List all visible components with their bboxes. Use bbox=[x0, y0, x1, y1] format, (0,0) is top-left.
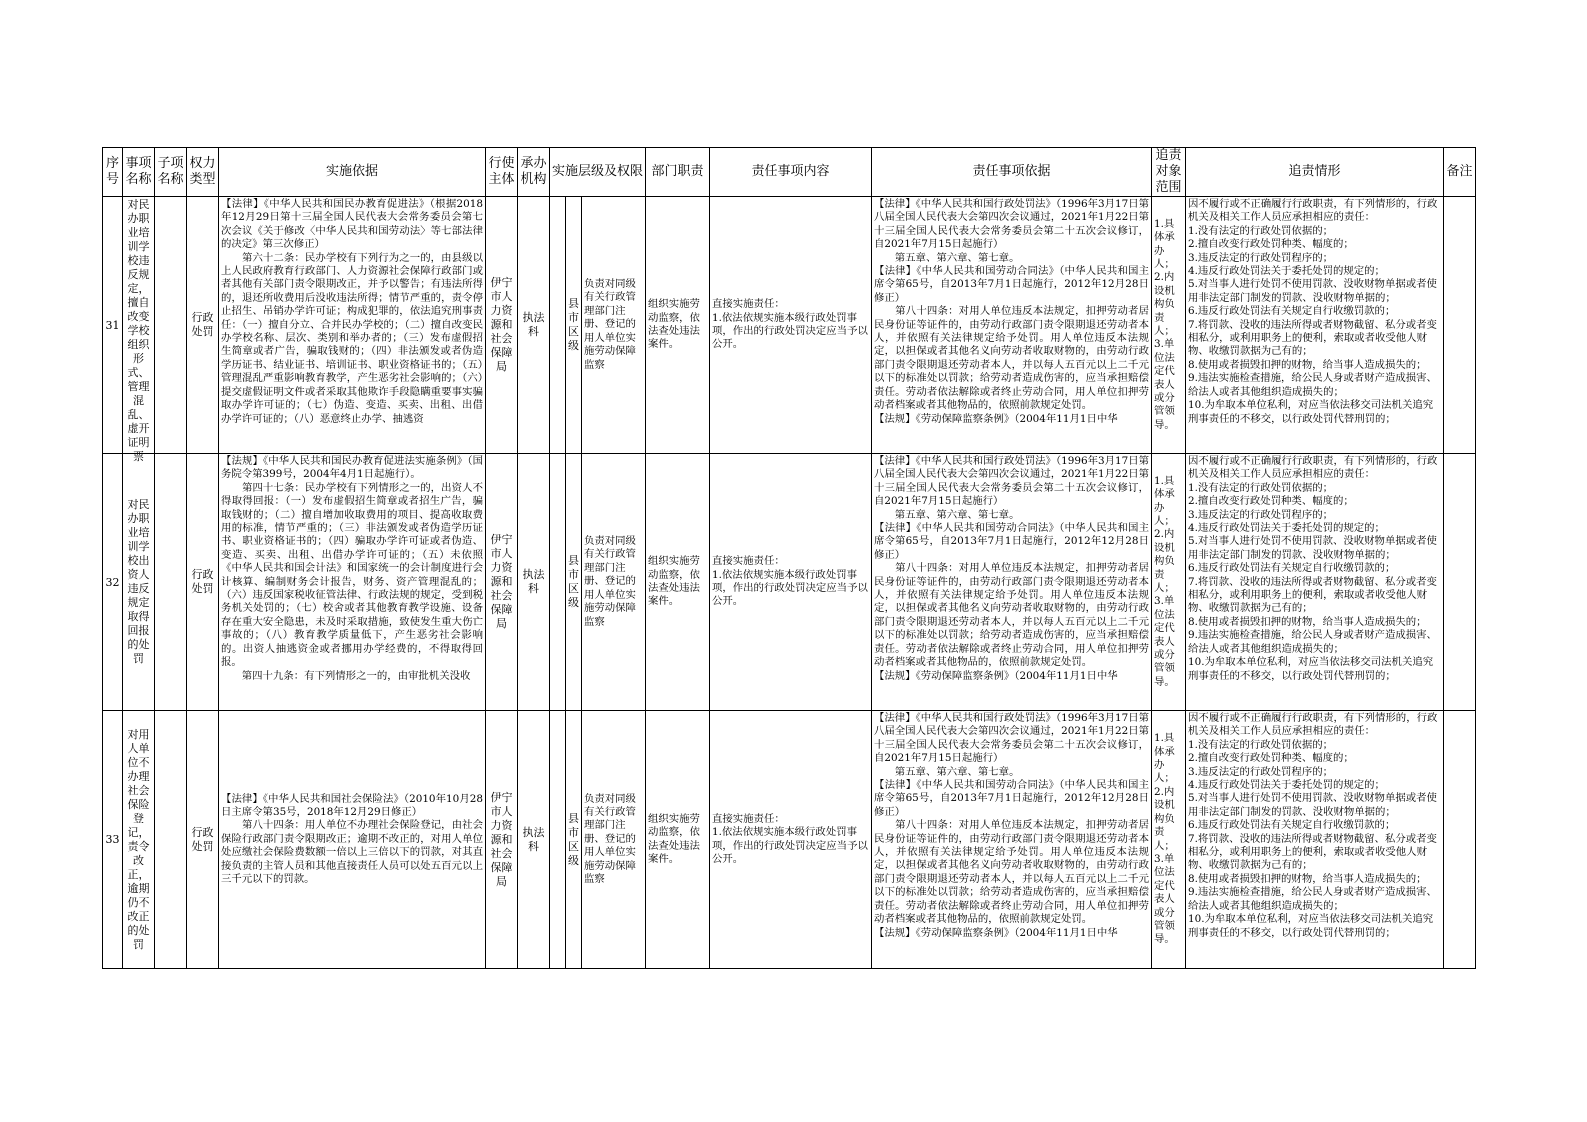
cell-scope: 1.具体承办人； 2.内设机构负责人； 3.单位法定代表人或分管领导。 bbox=[1152, 454, 1186, 711]
header-level: 实施层级及权限 bbox=[550, 148, 646, 197]
cell-duty: 组织实施劳动监察，依法查处违法案件。 bbox=[646, 454, 710, 711]
cell-seq: 33 bbox=[103, 711, 123, 969]
table-row bbox=[103, 454, 1476, 711]
cell-subject: 伊宁市人力资源和社会保障局 bbox=[486, 454, 518, 711]
cell-duty: 组织实施劳动监察，依法查处违法案件。 bbox=[646, 197, 710, 454]
cell-level-a bbox=[550, 197, 566, 454]
cell-level-b: 县市区级 bbox=[566, 711, 582, 969]
cell-resp-basis: 【法律】《中华人民共和国行政处罚法》（1996年3月17日第八届全国人民代表大会第四次会议通过，2021年1月22日第十三届全国人民代表大会常务委员会第二十五次会议修订，自2021年7月15日起施行） 第五章、第六章、第七章。 【法律】《中华人民共和国劳动合同法》（中华人民共和国主席令第65号，自2013年7月1日起施行，2012年12月28日修正） 第八十四条：对用人单位违反本法规定，扣押劳动者居民身份证等证件的，由劳动行政部门责令限期退还劳动者本人，并依照有关法律规定给予处罚。用人单位违反本法规定，以担保或者其他名义向劳动者收取财物的，由劳动行政部门责令限期退还劳动者本人，并以每人五百元以上二千元以下的标准处以罚款；给劳动者造成伤害的，应当承担赔偿责任。劳动者依法解除或者终止劳动合同，用人单位扣押劳动者档案或者其他物品的，依照前款规定处罚。 【法规】《劳动保障监察条例》（2004年11月1日中华 bbox=[872, 197, 1152, 454]
cell-item: 对用人单位不办理社会保险登记，责令改正，逾期仍不改正的处罚 bbox=[123, 711, 155, 969]
cell-accountability: 因不履行或不正确履行行政职责，有下列情形的，行政机关及相关工作人员应承担相应的责任： 1.没有法定的行政处罚依据的； 2.擅自改变行政处罚种类、幅度的； 3.违反法定的行政处罚程序的； 4.违反行政处罚法关于委托处罚的规定的； 5.对当事人进行处罚不使用罚款、没收财物单据或者使用非法定部门制发的罚款、没收财物单据的； 6.违反行政处罚法有关规定自行收缴罚款的； 7.将罚款、没收的违法所得或者财物截留、私分或者变相私分，或利用职务上的便利，索取或者收受他人财物、收缴罚款据为己有的； 8.使用或者损毁扣押的财物，给当事人造成损失的； 9.违法实施检查措施，给公民人身或者财产造成损害、给法人或者其他组织造成损失的； 10.为牟取本单位私利，对应当依法移交司法机关追究刑事责任的不移交，以行政处罚代替刑罚的； bbox=[1186, 711, 1444, 969]
header-accountability: 追责情形 bbox=[1186, 148, 1444, 197]
cell-accountability: 因不履行或不正确履行行政职责，有下列情形的，行政机关及相关工作人员应承担相应的责任： 1.没有法定的行政处罚依据的； 2.擅自改变行政处罚种类、幅度的； 3.违反法定的行政处罚程序的； 4.违反行政处罚法关于委托处罚的规定的； 5.对当事人进行处罚不使用罚款、没收财物单据或者使用非法定部门制发的罚款、没收财物单据的； 6.违反行政处罚法有关规定自行收缴罚款的； 7.将罚款、没收的违法所得或者财物截留、私分或者变相私分，或利用职务上的便利，索取或者收受他人财物、收缴罚款据为己有的； 8.使用或者损毁扣押的财物，给当事人造成损失的； 9.违法实施检查措施，给公民人身或者财产造成损害、给法人或者其他组织造成损失的； 10.为牟取本单位私利，对应当依法移交司法机关追究刑事责任的不移交，以行政处罚代替刑罚的； bbox=[1186, 197, 1444, 454]
cell-remark bbox=[1444, 711, 1476, 969]
header-scope: 追责对象范围 bbox=[1152, 148, 1186, 197]
header-power: 权力类型 bbox=[187, 148, 219, 197]
cell-agency: 执法科 bbox=[518, 454, 550, 711]
cell-subject: 伊宁市人力资源和社会保障局 bbox=[486, 197, 518, 454]
header-resp: 责任事项内容 bbox=[710, 148, 872, 197]
header-subitem: 子项名称 bbox=[155, 148, 187, 197]
cell-resp: 直接实施责任： 1.依法依规实施本级行政处罚事项，作出的行政处罚决定应当予以公开。 bbox=[710, 711, 872, 969]
cell-power: 行政处罚 bbox=[187, 711, 219, 969]
power-list-table bbox=[102, 147, 1476, 969]
cell-resp-basis: 【法律】《中华人民共和国行政处罚法》（1996年3月17日第八届全国人民代表大会第四次会议通过，2021年1月22日第十三届全国人民代表大会常务委员会第二十五次会议修订，自2021年7月15日起施行） 第五章、第六章、第七章。 【法律】《中华人民共和国劳动合同法》（中华人民共和国主席令第65号，自2013年7月1日起施行，2012年12月28日修正） 第八十四条：对用人单位违反本法规定，扣押劳动者居民身份证等证件的，由劳动行政部门责令限期退还劳动者本人，并依照有关法律规定给予处罚。用人单位违反本法规定，以担保或者其他名义向劳动者收取财物的，由劳动行政部门责令限期退还劳动者本人，并以每人五百元以上二千元以下的标准处以罚款；给劳动者造成伤害的，应当承担赔偿责任。劳动者依法解除或者终止劳动合同，用人单位扣押劳动者档案或者其他物品的，依照前款规定处罚。 【法规】《劳动保障监察条例》（2004年11月1日中华 bbox=[872, 454, 1152, 711]
cell-scope: 1.具体承办人； 2.内设机构负责人； 3.单位法定代表人或分管领导。 bbox=[1152, 197, 1186, 454]
cell-agency: 执法科 bbox=[518, 197, 550, 454]
table-row bbox=[103, 197, 1476, 454]
cell-item: 对民办职业培训学校出资人违反规定取得回报的处罚 bbox=[123, 454, 155, 711]
cell-duty: 组织实施劳动监察，依法查处违法案件。 bbox=[646, 711, 710, 969]
cell-level-c: 负责对同级有关行政管理部门注册、登记的用人单位实施劳动保障监察 bbox=[582, 454, 646, 711]
cell-basis: 【法规】《中华人民共和国民办教育促进法实施条例》（国务院令第399号，2004年4月1日起施行）。 第四十七条：民办学校有下列情形之一的，出资人不得取得回报：（一）发布虚假招生简章或者招生广告，骗取钱财的；（二）擅自增加收取费用的项目、提高收取费用的标准，情节严重的；（三）非法颁发或者伪造学历证书、职业资格证书的；（四）骗取办学许可证或者伪造、变造、买卖、出租、出借办学许可证的；（五）未依照《中华人民共和国会计法》和国家统一的会计制度进行会计核算、编制财务会计报告，财务、资产管理混乱的；（六）违反国家税收征管法律、行政法规的规定，受到税务机关处罚的；（七）校舍或者其他教育教学设施、设备存在重大安全隐患，未及时采取措施，致使发生重大伤亡事故的；（八）教育教学质量低下，产生恶劣社会影响的。出资人抽逃资金或者挪用办学经费的，不得取得回报。 第四十九条：有下列情形之一的，由审批机关没收 bbox=[219, 454, 486, 711]
cell-level-c: 负责对同级有关行政管理部门注册、登记的用人单位实施劳动保障监察 bbox=[582, 711, 646, 969]
header-resp-basis: 责任事项依据 bbox=[872, 148, 1152, 197]
cell-resp: 直接实施责任： 1.依法依规实施本级行政处罚事项，作出的行政处罚决定应当予以公开。 bbox=[710, 197, 872, 454]
cell-subitem bbox=[155, 711, 187, 969]
cell-level-b: 县市区级 bbox=[566, 197, 582, 454]
cell-subject: 伊宁市人力资源和社会保障局 bbox=[486, 711, 518, 969]
cell-scope: 1.具体承办人； 2.内设机构负责人； 3.单位法定代表人或分管领导。 bbox=[1152, 711, 1186, 969]
cell-remark bbox=[1444, 197, 1476, 454]
header-item: 事项名称 bbox=[123, 148, 155, 197]
header-duty: 部门职责 bbox=[646, 148, 710, 197]
header-remark: 备注 bbox=[1444, 148, 1476, 197]
header-basis: 实施依据 bbox=[219, 148, 486, 197]
cell-remark bbox=[1444, 454, 1476, 711]
header-seq: 序号 bbox=[103, 148, 123, 197]
cell-seq: 32 bbox=[103, 454, 123, 711]
cell-subitem bbox=[155, 454, 187, 711]
header-subject: 行使主体 bbox=[486, 148, 518, 197]
table-header-row bbox=[103, 148, 1476, 197]
cell-agency: 执法科 bbox=[518, 711, 550, 969]
header-agency: 承办机构 bbox=[518, 148, 550, 197]
cell-level-a bbox=[550, 454, 566, 711]
cell-level-c: 负责对同级有关行政管理部门注册、登记的用人单位实施劳动保障监察 bbox=[582, 197, 646, 454]
cell-basis: 【法律】《中华人民共和国社会保险法》（2010年10月28日主席令第35号，2018年12月29日修正） 第八十四条：用人单位不办理社会保险登记，由社会保险行政部门责令限期改正；逾期不改正的，对用人单位处应缴社会保险费数额一倍以上三倍以下的罚款，对其直接负责的主管人员和其他直接责任人员可以处五百元以上三千元以下的罚款。 bbox=[219, 711, 486, 969]
cell-level-b: 县市区级 bbox=[566, 454, 582, 711]
cell-item: 对民办职业培训学校违反规定，擅自改变学校组织形式、管理混乱、虚开证明票 bbox=[123, 197, 155, 454]
cell-seq: 31 bbox=[103, 197, 123, 454]
cell-subitem bbox=[155, 197, 187, 454]
cell-basis: 【法律】《中华人民共和国民办教育促进法》（根据2018年12月29日第十三届全国人民代表大会常务委员会第七次会议《关于修改〈中华人民共和国劳动法〉等七部法律的决定》第三次修正） 第六十二条：民办学校有下列行为之一的，由县级以上人民政府教育行政部门、人力资源社会保障行政部门或者其他有关部门责令限期改正，并予以警告；有违法所得的，退还所收费用后没收违法所得；情节严重的，责令停止招生、吊销办学许可证；构成犯罪的，依法追究刑事责任：（一）擅自分立、合并民办学校的；（二）擅自改变民办学校名称、层次、类别和举办者的；（三）发布虚假招生简章或者广告，骗取钱财的；（四）非法颁发或者伪造学历证书、结业证书、培训证书、职业资格证书的；（五）管理混乱严重影响教育教学，产生恶劣社会影响的；（六）提交虚假证明文件或者采取其他欺诈手段隐瞒重要事实骗取办学许可证的；（七）伪造、变造、买卖、出租、出借办学许可证的；（八）恶意终止办学、抽逃资 bbox=[219, 197, 486, 454]
cell-resp: 直接实施责任： 1.依法依规实施本级行政处罚事项，作出的行政处罚决定应当予以公开。 bbox=[710, 454, 872, 711]
cell-level-a bbox=[550, 711, 566, 969]
table-row bbox=[103, 711, 1476, 969]
cell-power: 行政处罚 bbox=[187, 454, 219, 711]
cell-power: 行政处罚 bbox=[187, 197, 219, 454]
cell-accountability: 因不履行或不正确履行行政职责，有下列情形的，行政机关及相关工作人员应承担相应的责任： 1.没有法定的行政处罚依据的； 2.擅自改变行政处罚种类、幅度的； 3.违反法定的行政处罚程序的； 4.违反行政处罚法关于委托处罚的规定的； 5.对当事人进行处罚不使用罚款、没收财物单据或者使用非法定部门制发的罚款、没收财物单据的； 6.违反行政处罚法有关规定自行收缴罚款的； 7.将罚款、没收的违法所得或者财物截留、私分或者变相私分，或利用职务上的便利，索取或者收受他人财物、收缴罚款据为己有的； 8.使用或者损毁扣押的财物，给当事人造成损失的； 9.违法实施检查措施，给公民人身或者财产造成损害、给法人或者其他组织造成损失的； 10.为牟取本单位私利，对应当依法移交司法机关追究刑事责任的不移交，以行政处罚代替刑罚的； bbox=[1186, 454, 1444, 711]
cell-resp-basis: 【法律】《中华人民共和国行政处罚法》（1996年3月17日第八届全国人民代表大会第四次会议通过，2021年1月22日第十三届全国人民代表大会常务委员会第二十五次会议修订，自2021年7月15日起施行） 第五章、第六章、第七章。 【法律】《中华人民共和国劳动合同法》（中华人民共和国主席令第65号，自2013年7月1日起施行，2012年12月28日修正） 第八十四条：对用人单位违反本法规定，扣押劳动者居民身份证等证件的，由劳动行政部门责令限期退还劳动者本人，并依照有关法律规定给予处罚。用人单位违反本法规定，以担保或者其他名义向劳动者收取财物的，由劳动行政部门责令限期退还劳动者本人，并以每人五百元以上二千元以下的标准处以罚款；给劳动者造成伤害的，应当承担赔偿责任。劳动者依法解除或者终止劳动合同，用人单位扣押劳动者档案或者其他物品的，依照前款规定处罚。 【法规】《劳动保障监察条例》（2004年11月1日中华 bbox=[872, 711, 1152, 969]
